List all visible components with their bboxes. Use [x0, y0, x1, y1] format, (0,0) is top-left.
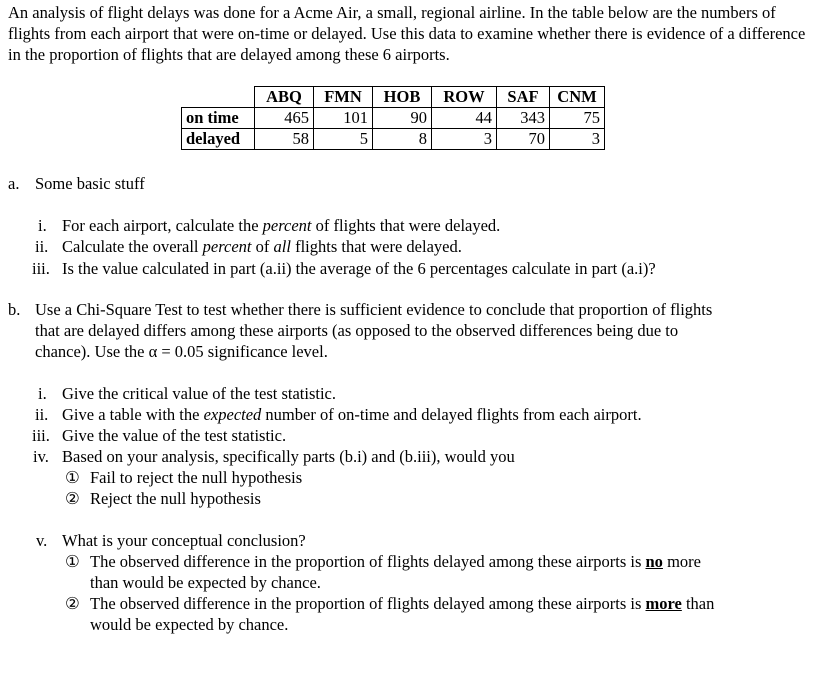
- b-v-marker: v.: [36, 531, 48, 550]
- a-i-marker: i.: [38, 216, 47, 235]
- b-v-opt2-post: than: [681, 594, 715, 613]
- table-cell: 343: [497, 108, 550, 129]
- b-v-opt1-pre: The observed difference in the proportion of flights delayed among these airports is: [90, 552, 646, 571]
- table-cell: 75: [550, 108, 605, 129]
- row-label: delayed: [182, 129, 255, 150]
- table-cell: 101: [314, 108, 373, 129]
- flights-table: [181, 86, 605, 150]
- a-ii-em: percent: [202, 237, 252, 256]
- a-ii-em2: all: [273, 237, 291, 256]
- a-ii-post: flights that were delayed.: [290, 237, 462, 256]
- b-iv-text: Based on your analysis, specifically parts (b.i) and (b.iii), would you: [62, 447, 515, 466]
- b-iii-marker: iii.: [32, 426, 50, 445]
- b-i-text: Give the critical value of the test statistic.: [62, 384, 336, 403]
- b-iii-text: Give the value of the test statistic.: [62, 426, 287, 445]
- b-v-opt2-bold: more: [645, 594, 682, 613]
- b-v-option2-text: [90, 593, 714, 614]
- intro-paragraph: [8, 2, 808, 65]
- b-ii-post: number of on-time and delayed flights from each airport.: [261, 405, 642, 424]
- b-iv-option1-marker: ①: [65, 468, 80, 487]
- part-b-line2: that are delayed differs among these airports (as opposed to the observed differences being due to: [35, 321, 679, 340]
- row-label: on time: [182, 108, 255, 129]
- b-v-opt1-post: more: [662, 552, 701, 571]
- table-cell: 3: [550, 129, 605, 150]
- intro-text: An analysis of flight delays was done for a Acme Air, a small, regional airline. In the table below are the numbers of flights from each airport that were on-time or delayed. Use this data to examine whether there is evidence of a difference in the proportion of flights that are delayed among these 6 airports.: [8, 3, 806, 64]
- col-header: ABQ: [255, 87, 314, 108]
- b-v-option1-line2: than would be expected by chance.: [90, 573, 321, 592]
- table-row: [182, 129, 605, 150]
- table-cell: 465: [255, 108, 314, 129]
- b-iv-marker: iv.: [33, 447, 49, 466]
- b-v-option2-marker: ②: [65, 594, 80, 613]
- part-b-marker: b.: [8, 300, 21, 319]
- b-ii-pre: Give a table with the: [62, 405, 204, 424]
- table-cell: 44: [432, 108, 497, 129]
- a-ii-pre: Calculate the overall: [62, 237, 203, 256]
- part-b-line1: Use a Chi-Square Test to test whether there is sufficient evidence to conclude that proportion of flights: [35, 300, 713, 319]
- b-iv-option2-marker: ②: [65, 489, 80, 508]
- b-ii-em: expected: [203, 405, 262, 424]
- table-cell: 70: [497, 129, 550, 150]
- col-header: CNM: [550, 87, 605, 108]
- a-ii-text: [62, 236, 462, 257]
- table-cell: 90: [373, 108, 432, 129]
- b-v-opt2-pre: The observed difference in the proportion of flights delayed among these airports is: [90, 594, 646, 613]
- b-iv-option2-text: Reject the null hypothesis: [90, 489, 261, 508]
- b-v-option2-line2: would be expected by chance.: [90, 615, 289, 634]
- col-header: FMN: [314, 87, 373, 108]
- a-ii-mid: of: [251, 237, 274, 256]
- col-header: ROW: [432, 87, 497, 108]
- b-ii-text: [62, 404, 642, 425]
- table-cell: 58: [255, 129, 314, 150]
- b-v-text: What is your conceptual conclusion?: [62, 531, 306, 550]
- b-v-opt1-bold: no: [645, 552, 663, 571]
- a-i-post: of flights that were delayed.: [311, 216, 501, 235]
- table-row: [182, 108, 605, 129]
- b-v-option1-text: [90, 551, 701, 572]
- part-a-marker: a.: [8, 174, 20, 193]
- b-iv-option1-text: Fail to reject the null hypothesis: [90, 468, 303, 487]
- table-header-row: [182, 87, 605, 108]
- table-corner: [182, 87, 255, 108]
- b-i-marker: i.: [38, 384, 47, 403]
- a-i-pre: For each airport, calculate the: [62, 216, 263, 235]
- part-b-line3: chance). Use the α = 0.05 significance level.: [35, 342, 328, 361]
- a-iii-marker: iii.: [32, 259, 50, 278]
- part-a-title: Some basic stuff: [35, 174, 145, 193]
- a-ii-marker: ii.: [35, 237, 49, 256]
- table-cell: 3: [432, 129, 497, 150]
- a-i-text: [62, 215, 500, 236]
- a-i-em: percent: [262, 216, 312, 235]
- a-iii-text: Is the value calculated in part (a.ii) the average of the 6 percentages calculate in part (a.i)?: [62, 259, 656, 278]
- col-header: SAF: [497, 87, 550, 108]
- b-v-option1-marker: ①: [65, 552, 80, 571]
- b-ii-marker: ii.: [35, 405, 49, 424]
- table-cell: 5: [314, 129, 373, 150]
- table-cell: 8: [373, 129, 432, 150]
- col-header: HOB: [373, 87, 432, 108]
